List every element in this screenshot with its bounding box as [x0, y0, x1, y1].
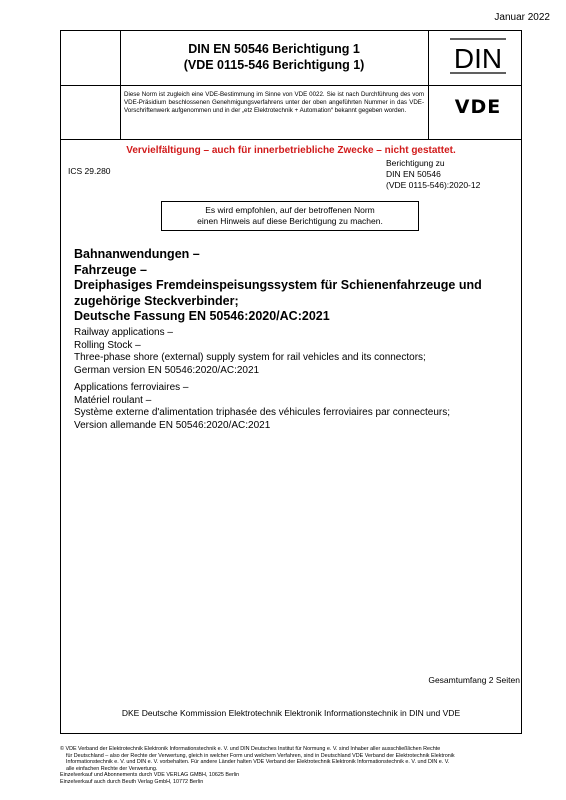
vde-logo: VDE — [454, 96, 502, 118]
ics-code: ICS 29.280 — [68, 166, 111, 176]
english-title-line: Rolling Stock – — [74, 339, 141, 351]
recommendation-line2: einen Hinweis auf diese Berichtigung zu machen. — [197, 216, 383, 226]
correction-line2: DIN EN 50546 — [386, 169, 441, 179]
correction-line3: (VDE 0115-546):2020-12 — [386, 180, 481, 190]
svg-text:DIN: DIN — [453, 43, 503, 74]
publication-date: Januar 2022 — [494, 12, 550, 23]
document-title-line2: (VDE 0115-546 Berichtigung 1) — [183, 58, 365, 72]
correction-reference — [386, 158, 480, 191]
document-title — [120, 30, 428, 84]
french-title-line: Version allemande EN 50546:2020/AC:2021 — [74, 419, 271, 431]
french-title-line: Applications ferroviaires – — [74, 382, 189, 393]
german-title-line: zugehörige Steckverbinder; — [74, 293, 239, 308]
footer-line: © VDE Verband der Elektrotechnik Elektronik Informationstechnik e. V. und DIN Deutsches Institut für Normung e. V. sind Inhaber aller ausschließlichen Rechte — [60, 746, 441, 752]
din-logo — [446, 36, 510, 76]
french-title-line: Système externe d'alimentation triphasée des véhicules ferroviaires par connecteurs; — [74, 407, 450, 418]
german-title-line: Bahnanwendungen – — [74, 247, 200, 261]
german-title — [74, 247, 514, 325]
french-title — [74, 382, 514, 432]
footer-line: alle einfachen Rechte der Verwertung. — [66, 765, 158, 772]
frame-divider-right — [428, 31, 429, 139]
french-title-line: Matériel roulant – — [74, 394, 152, 406]
german-title-line: Fahrzeuge – — [74, 262, 147, 277]
copyright-footer — [60, 746, 532, 786]
recommendation-box — [161, 201, 419, 231]
english-title-line: Railway applications – — [74, 327, 173, 338]
german-title-line: Dreiphasiges Fremdeinspeisungssystem für Schienenfahrzeuge und — [74, 278, 482, 292]
english-title-line: Three-phase shore (external) supply system for rail vehicles and its connectors; — [74, 352, 426, 363]
reproduction-warning: Vervielfältigung – auch für innerbetriebliche Zwecke – nicht gestattet. — [126, 145, 456, 156]
correction-line1: Berichtigung zu — [386, 158, 445, 168]
footer-line: Einzelverkauf und Abonnements durch VDE VERLAG GMBH, 10625 Berlin — [60, 772, 240, 779]
dke-line: DKE Deutsche Kommission Elektrotechnik Elektronik Informationstechnik in DIN und VDE — [121, 708, 461, 718]
english-title — [74, 327, 514, 377]
frame-divider-top — [61, 85, 521, 86]
german-title-line: Deutsche Fassung EN 50546:2020/AC:2021 — [74, 309, 330, 323]
frame-divider-middle — [61, 139, 521, 140]
footer-line: für Deutschland – also der Rechte der Verwertung, gleich in welcher Form und welchem Verfahren, sind in Deutschland VDE Verband der Elektrotechnik Elektronik — [66, 752, 455, 759]
footer-line: Einzelverkauf auch durch Beuth Verlag GmbH, 10772 Berlin — [60, 778, 204, 785]
document-title-line1: DIN EN 50546 Berichtigung 1 — [188, 42, 360, 56]
english-title-line: German version EN 50546:2020/AC:2021 — [74, 364, 260, 376]
recommendation-line1: Es wird empfohlen, auf der betroffenen Norm — [205, 205, 375, 215]
footer-line: Informationstechnik e. V. und DIN e. V. vorbehalten. Für andere Länder halten VDE Verband der Elektrotechnik Elektronik Informationstechnik e. V. und DIN e. V. — [66, 759, 450, 766]
total-pages: Gesamtumfang 2 Seiten — [428, 675, 520, 685]
vde-notice: Diese Norm ist zugleich eine VDE-Bestimmung im Sinne von VDE 0022. Sie ist nach Durchführung des vom VDE-Präsidium beschlossenen Genehmigungsverfahrens unter der oben angeführten Nummer in das VDE-Vorschriftenwerk aufgenommen und in der „etz Elektrotechnik + Automation“ bekannt gegeben worden. — [124, 91, 424, 115]
